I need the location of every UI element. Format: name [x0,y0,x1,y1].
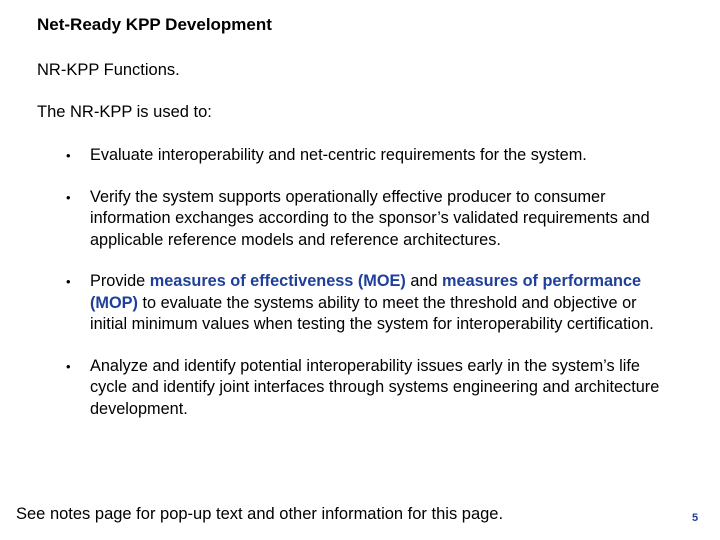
bullet-text-post: to evaluate the systems ability to meet the threshold and objective or initial minimum values when testing the system for interoperability certification. [90,293,654,333]
bullet-item-evaluate [66,145,666,167]
bullet-text: Evaluate interoperability and net-centric requirements for the system. [90,146,587,164]
page-number: 5 [692,512,699,524]
bullet-text-mid: and [405,272,443,290]
bullet-item-provide [66,271,666,336]
footer-note: See notes page for pop-up text and other information for this page. [16,505,504,523]
bullet-dot: • [66,148,71,163]
highlight-moe: measures of effectiveness (MOE) [149,272,406,290]
bullet-dot: • [66,189,71,205]
bullet-item-verify [66,187,666,252]
bullet-item-analyze [66,356,666,421]
slide-title: Net-Ready KPP Development [37,15,272,34]
intro-text: The NR-KPP is used to: [37,103,212,121]
bullet-text-pre: Provide [90,272,150,290]
highlight-mop: measures of performance (MOP) [90,272,642,312]
bullet-dot: • [66,358,71,374]
bullet-dot: • [66,274,71,289]
bullet-text: Analyze and identify potential interoperability issues early in the system’s life cycle and identify joint interfaces through systems engineering and architecture development. [90,356,660,418]
bullet-text: Verify the system supports operationally effective producer to consumer information exchanges according to the sponsor’s validated requirements and applicable reference models and reference architectures. [90,187,650,249]
slide-subtitle: NR-KPP Functions. [37,61,180,79]
bullet-list [66,145,666,440]
